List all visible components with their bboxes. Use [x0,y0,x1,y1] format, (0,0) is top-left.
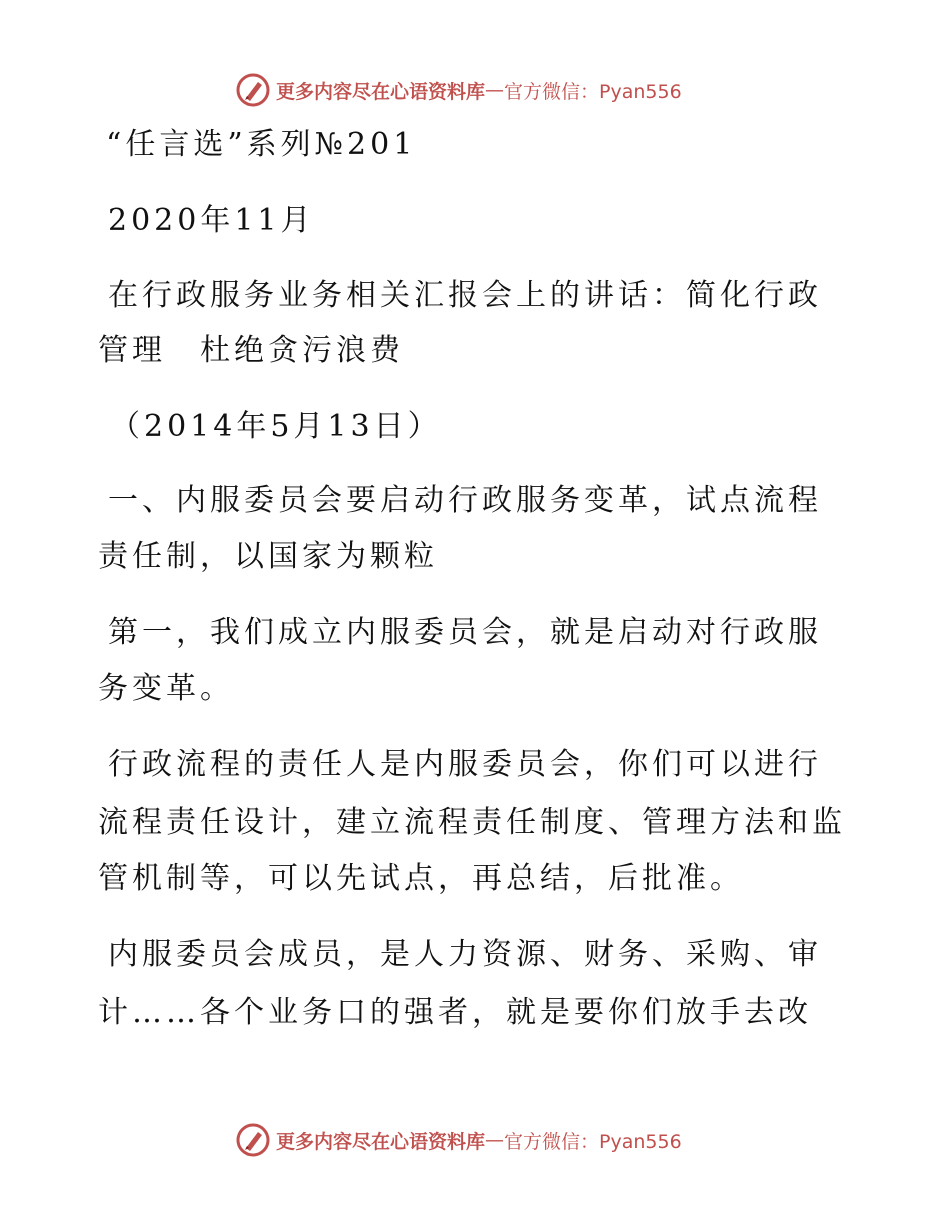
paragraph-1-line-1: 第一，我们成立内服委员会，就是启动对行政服 [108,615,822,650]
paragraph-3-line-2: 计……各个业务口的强者，就是要你们放手去改 [98,995,812,1030]
watermark-main-text: 更多内容尽在心语资料库 [276,80,486,103]
paragraph-2-line-1: 行政流程的责任人是内服委员会，你们可以进行 [108,747,822,782]
section-heading-line-1: 一、内服委员会要启动行政服务变革，试点流程 [108,483,822,518]
paragraph-3-line-1: 内服委员会成员，是人力资源、财务、采购、审 [108,937,822,972]
watermark-sub-text: 官方微信：Pyan556 [504,80,682,103]
paragraph-1-line-2: 务变革。 [98,671,234,706]
series-label: “任言选”系列№201 [106,127,417,162]
paragraph-2-line-2: 流程责任设计，建立流程责任制度、管理方法和监 [98,805,846,840]
speech-date: （2014年5月13日） [110,409,442,444]
paragraph-2-line-3: 管机制等，可以先试点，再总结，后批准。 [98,861,744,896]
document-date: 2020年11月 [108,203,315,238]
watermark-dash: — [485,1129,505,1151]
watermark-footer [236,1122,682,1158]
watermark-main-text: 更多内容尽在心语资料库 [276,1130,486,1153]
pen-logo-icon [236,1123,270,1157]
title-line-1: 在行政服务业务相关汇报会上的讲话：简化行政 [108,278,822,313]
watermark-header [236,72,682,108]
pen-logo-icon [236,73,270,107]
title-line-2: 管理 杜绝贪污浪费 [98,333,404,368]
watermark-dash: — [485,79,505,101]
section-heading-line-2: 责任制，以国家为颗粒 [98,539,438,574]
watermark-sub-text: 官方微信：Pyan556 [504,1130,682,1153]
